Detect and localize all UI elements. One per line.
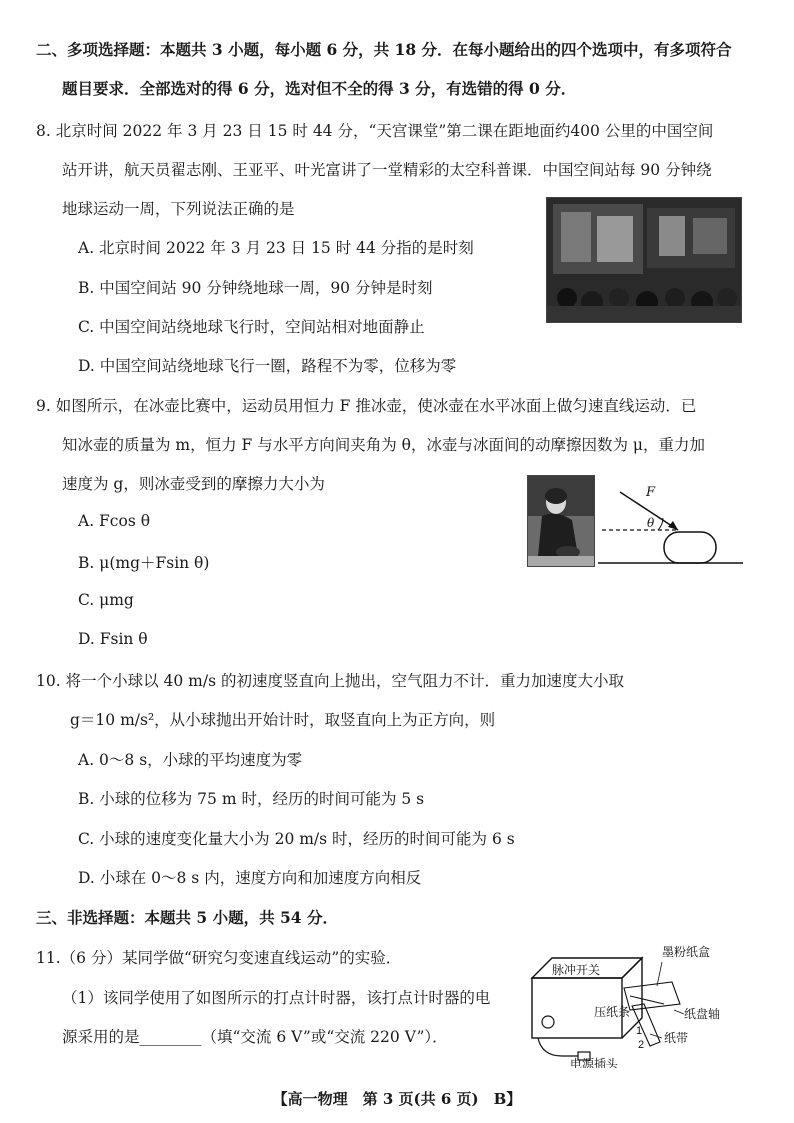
curling-stone-shape: [664, 532, 716, 563]
q9-option-b: B. μ(mg＋Fsin θ): [78, 554, 210, 572]
q10-option-b: B. 小球的位移为 75 m 时，经历的时间可能为 5 s: [78, 790, 425, 808]
angle-label: θ: [647, 516, 655, 530]
force-label: F: [646, 485, 656, 500]
q8-option-b: B. 中国空间站 90 分钟绕地球一周，90 分钟是时刻: [78, 279, 433, 297]
q10-option-d: D. 小球在 0～8 s 内，速度方向和加速度方向相反: [78, 869, 422, 887]
q9-stem-line1: 9. 如图所示，在冰壶比赛中，运动员用恒力 F 推冰壶，使冰壶在水平冰面上做匀速直线运动．已: [36, 397, 697, 415]
q8-option-d: D. 中国空间站绕地球飞行一圈，路程不为零，位移为零: [78, 357, 457, 375]
section2-heading-line1: 二、多项选择题：本题共 3 小题，每小题 6 分，共 18 分．在每小题给出的四个选项中，有多项符合: [36, 40, 732, 59]
q10-stem-line1: 10. 将一个小球以 40 m/s 的初速度竖直向上抛出，空气阻力不计．重力加速度大小取: [36, 672, 624, 690]
q11-stem-line1: 11.（6 分）某同学做“研究匀变速直线运动”的实验．: [36, 949, 402, 967]
label-pulse-switch: 脉冲开关: [552, 963, 601, 977]
section3-heading: 三、非选择题：本题共 5 小题，共 54 分．: [36, 908, 338, 927]
space-classroom-photo: [546, 197, 742, 323]
section2-heading-line2: 题目要求．全部选对的得 6 分，选对但不全的得 3 分，有选错的得 0 分．: [62, 79, 577, 98]
q8-stem-line2: 站开讲，航天员翟志刚、王亚平、叶光富讲了一堂精彩的太空科普课．中国空间站每 90 分钟绕: [62, 161, 712, 179]
curling-force-diagram: [598, 478, 743, 568]
q8-stem-line3: 地球运动一周，下列说法正确的是: [62, 200, 295, 218]
q10-stem-line2: g＝10 m/s²，从小球抛出开始计时，取竖直向上为正方向，则: [70, 711, 496, 729]
q9-stem-line3: 速度为 g，则冰壶受到的摩擦力大小为: [62, 475, 325, 493]
curling-photo: [527, 475, 595, 567]
page-footer: 【高一物理 第 3 页(共 6 页) B】: [272, 1090, 522, 1108]
label-paper-tape: 纸带: [664, 1031, 689, 1045]
label-ink-box: 墨粉纸盒: [662, 945, 711, 959]
label-num-1: 1: [636, 1025, 643, 1037]
q8-stem-line1: 8. 北京时间 2022 年 3 月 23 日 15 时 44 分，“天宫课堂”第二课在距地面约400 公里的中国空间: [36, 122, 714, 140]
q8-option-c: C. 中国空间站绕地球飞行时，空间站相对地面静止: [78, 318, 425, 336]
label-tape-axle: 纸盘轴: [684, 1007, 721, 1021]
q9-stem-line2: 知冰壶的质量为 m，恒力 F 与水平方向间夹角为 θ，冰壶与冰面间的动摩擦因数为 μ，重力加: [62, 436, 705, 454]
q11-sub1-line2: 源采用的是________（填“交流 6 V”或“交流 220 V”）．: [62, 1028, 448, 1046]
power-cord: [538, 1038, 578, 1056]
spark-timer-diagram: [512, 938, 762, 1068]
force-arrow-head: [668, 521, 678, 530]
label-power-plug: 电源插头: [570, 1057, 619, 1068]
q8-option-a: A. 北京时间 2022 年 3 月 23 日 15 时 44 分指的是时刻: [78, 239, 474, 257]
q11-sub1-line1: （1）该同学使用了如图所示的打点计时器，该打点计时器的电: [62, 989, 491, 1007]
q10-option-a: A. 0～8 s，小球的平均速度为零: [78, 751, 303, 769]
q9-option-d: D. Fsin θ: [78, 630, 148, 648]
q9-option-a: A. Fcos θ: [78, 512, 151, 530]
label-press-strip: 压纸条: [594, 1005, 631, 1019]
q10-option-c: C. 小球的速度变化量大小为 20 m/s 时，经历的时间可能为 6 s: [78, 830, 515, 848]
label-num-2: 2: [638, 1039, 645, 1051]
q9-option-c: C. μmg: [78, 591, 134, 609]
pulse-switch-knob: [542, 1016, 554, 1028]
